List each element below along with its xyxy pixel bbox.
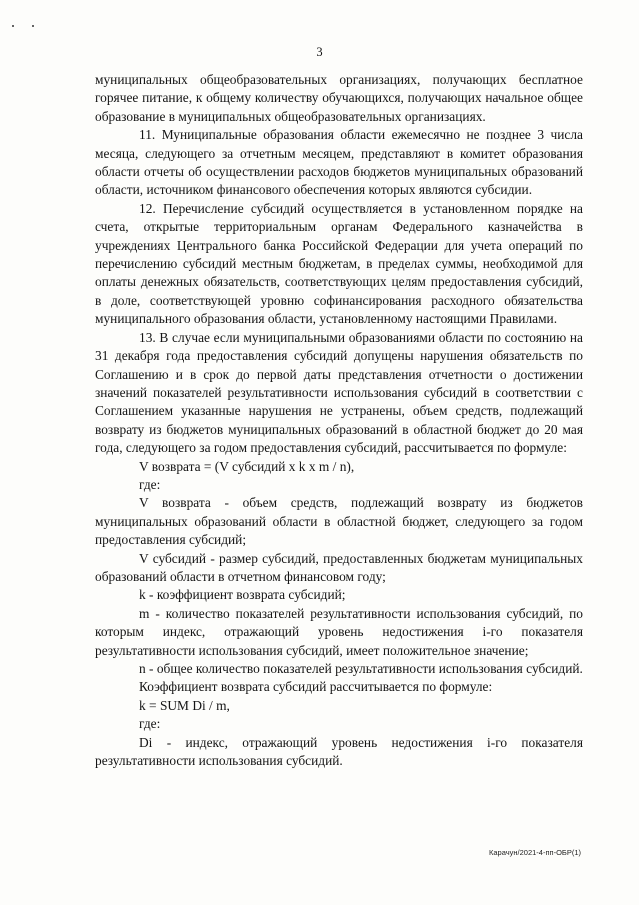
definition-di: Di - индекс, отражающий уровень недостижения i-го показателя результативности использования субсидий. (95, 734, 583, 769)
definition-m: m - количество показателей результативности использования субсидий, по которым индекс, отражающий уровень недостижения i-го показателя результативности использования субсидий, имеет положительное значение; (95, 605, 583, 658)
formula-where: где: (139, 716, 161, 732)
formula-refund: V возврата = (V субсидий x k x m / n), (139, 458, 355, 474)
scan-speck (32, 25, 34, 27)
definition-k: k - коэффициент возврата субсидий; (139, 587, 346, 603)
page-number: 3 (316, 45, 323, 59)
document-footer-code: Карачун/2021-4-пп-ОБР(1) (489, 848, 581, 857)
formula-where: где: (139, 476, 161, 492)
coefficient-intro: Коэффициент возврата субсидий рассчитывается по формуле: (139, 679, 493, 695)
scan-specks (12, 14, 52, 32)
paragraph-13-refund: 13. В случае если муниципальными образованиями области по состоянию на 31 декабря года предоставления субсидий допущены нарушения обязательств по Соглашению и в срок до первой даты представления отчетности о достижении значений показателей результативности использования субсидий в соответствии с Соглашением указанные нарушения не устранены, объем средств, подлежащий возврату из бюджетов муниципальных образований в областной бюджет до 20 мая года, следующего за годом предоставления субсидий, рассчитывается по формуле: (95, 329, 583, 456)
paragraph-11-reporting: 11. Муниципальные образования области ежемесячно не позднее 3 числа месяца, следующего за отчетным месяцем, представляют в комитет образования области отчеты об осуществлении расходов бюджетов муниципальных образований области, источником финансового обеспечения которых являются субсидии. (95, 127, 583, 198)
paragraph-continuation: муниципальных общеобразовательных организациях, получающих бесплатное горячее питание, к общему количеству обучающихся, получающих начальное общее образование в муниципальных общеобразовательных организациях. (95, 72, 583, 124)
paragraph-12-transfer: 12. Перечисление субсидий осуществляется в установленном порядке на счета, открытые территориальным органам Федерального казначейства в учреждениях Центрального банка Российской Федерации для учета операций по перечислению субсидий местным бюджетам, в пределах суммы, необходимой для оплаты денежных обязательств, соответствующих целям предоставления субсидий, в доле, соответствующей уровню софинансирования расходного обязательства муниципального образования области, установленному настоящими Правилами. (95, 200, 583, 327)
definition-v-subsidies: V субсидий - размер субсидий, предоставленных бюджетам муниципальных образований области в отчетном финансовом году; (95, 550, 583, 584)
formula-coefficient: k = SUM Di / m, (139, 697, 230, 713)
document-body (95, 71, 583, 770)
definition-v-refund: V возврата - объем средств, подлежащий возврату из бюджетов муниципальных образований области в областной бюджет, следующего за годом предоставления субсидий; (95, 495, 583, 548)
definition-n: n - общее количество показателей результативности использования субсидий. (139, 661, 583, 676)
scan-speck (12, 25, 14, 27)
